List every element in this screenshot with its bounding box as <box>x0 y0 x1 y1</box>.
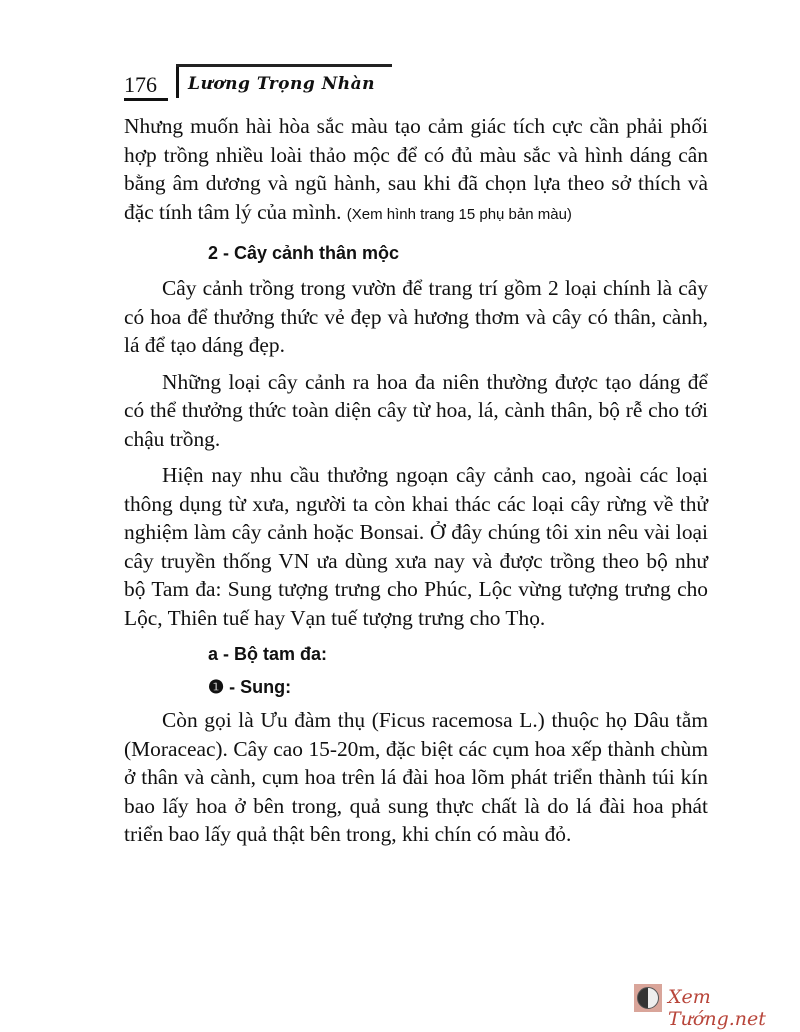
section-heading: 2 - Cây cảnh thân mộc <box>208 243 400 263</box>
page-number-underline <box>124 98 168 101</box>
page-body <box>124 112 708 849</box>
paragraph-2: Cây cảnh trồng trong vườn để trang trí gồm 2 loại chính là cây có hoa để thưởng thức vẻ đẹp và hương thơm và cây có thân, cành, lá để tạo dáng đẹp. <box>124 276 708 357</box>
paragraph-3: Những loại cây cảnh ra hoa đa niên thường được tạo dáng để có thể thưởng thức toàn diện cây từ hoa, lá, cành thân, bộ rễ cho tới chậu trồng. <box>124 369 708 451</box>
page-number: 176 <box>124 72 157 97</box>
header-divider-vertical <box>176 64 179 98</box>
subheading-tam-da: a - Bộ tam đa: <box>208 644 328 664</box>
paragraph-4: Hiện nay nhu cầu thưởng ngoạn cây cảnh cao, ngoài các loại thông dụng từ xưa, người ta còn khai thác các loại cây rừng về thử nghiệm làm cây cảnh hoặc Bonsai. Ở đây chúng tôi xin nêu vài loại cây truyền thống VN ưa dùng xưa nay và được trồng theo bộ như bộ Tam đa: Sung tượng trưng cho Phúc, Lộc vừng tượng trưng cho Lộc, Thiên tuế hay Vạn tuế tượng trưng cho Thọ. <box>124 463 708 630</box>
page-header <box>120 62 380 102</box>
watermark-text: Xem Tướng.net <box>668 986 766 1030</box>
header-rule <box>176 64 392 67</box>
author-name: Lương Trọng Nhàn <box>188 74 375 94</box>
subheading-sung: ❶ - Sung: <box>208 677 292 697</box>
paragraph-1 <box>124 112 708 229</box>
yin-yang-icon <box>634 984 662 1012</box>
figure-reference-note: (Xem hình trang 15 phụ bản màu) <box>346 205 572 223</box>
paragraph-1-text: Nhưng muốn hài hòa sắc màu tạo cảm giác tích cực cần phải phối hợp trồng nhiều loài thảo mộc để có đủ màu sắc và hình dáng cân bằng âm dương và ngũ hành, sau khi đã chọn lựa theo sở thích và đặc tính tâm lý của mình. <box>124 114 708 224</box>
watermark-logo <box>632 980 792 1030</box>
paragraph-5: Còn gọi là Ưu đàm thụ (Ficus racemosa L.) thuộc họ Dâu tằm (Moraceac). Cây cao 15-20m, đặc biệt các cụm hoa xếp thành chùm ở thân và cành, cụm hoa trên lá đài hoa lõm phát triển thành túi kín bao lấy hoa ở bên trong, quả sung thực chất là do lá đài hoa phát triển bao lấy quả thật bên trong, khi chín có màu đỏ. <box>124 708 708 846</box>
